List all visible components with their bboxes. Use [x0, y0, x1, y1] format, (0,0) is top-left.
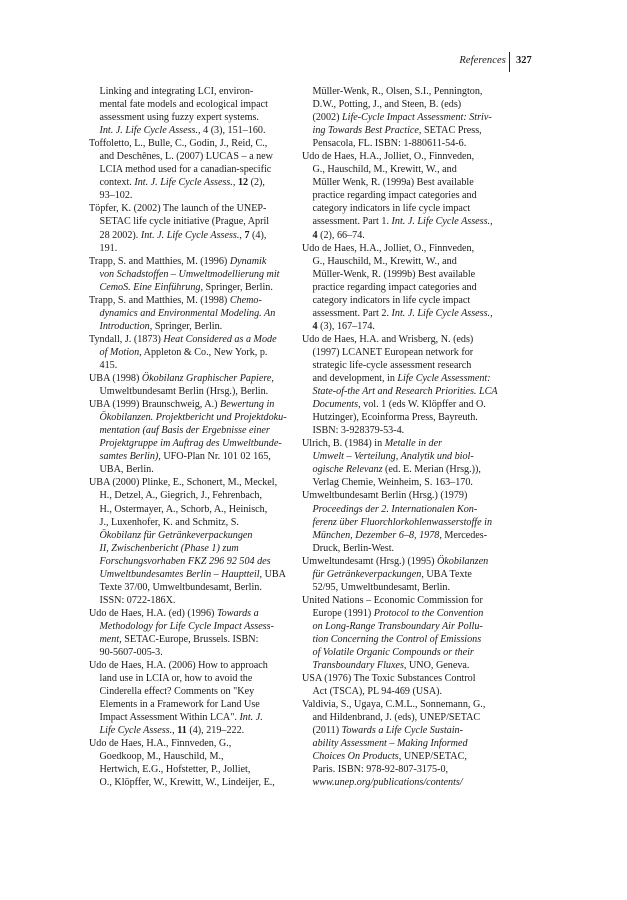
reference-line	[89, 568, 293, 581]
text-run: Toffoletto, L., Bulle, C., Godin, J., Reid, C.,	[89, 138, 268, 150]
text-run: , UNEP/SETAC,	[398, 751, 467, 763]
text-run: Udo de Haes, H.A., Finnveden, G.,	[89, 738, 232, 750]
text-run: Umweltbundesamtes Berlin – Hauptteil	[99, 568, 260, 580]
text-run: , UNO, Geneva.	[403, 660, 470, 672]
reference-line	[302, 685, 514, 698]
text-run: Valdivia, S., Ugaya, C.M.L., Sonnemann, G.,	[302, 699, 486, 711]
reference-line	[89, 711, 293, 724]
text-run: Act (TSCA), PL 94-469 (USA).	[312, 686, 443, 698]
reference-line	[302, 424, 514, 437]
text-run: Int. J. Life Cycle Assess.	[134, 177, 233, 189]
reference-line	[89, 607, 293, 620]
text-run: Ulrich, B. (1984) in	[302, 438, 385, 450]
text-run: Choices On Products	[312, 751, 399, 763]
header-divider	[509, 52, 510, 72]
text-run: Tyndall, J. (1873)	[89, 333, 164, 345]
reference-entry	[89, 737, 293, 789]
text-run: (2),	[248, 177, 265, 189]
text-run: Elements in a Framework for Land Use	[99, 699, 260, 711]
reference-line	[302, 229, 514, 242]
text-run: on Long-Range Transboundary Air Pollu-	[312, 620, 483, 632]
reference-entry	[89, 372, 293, 398]
reference-line	[302, 607, 514, 620]
reference-line	[302, 463, 514, 476]
text-run: Documents	[312, 399, 359, 411]
text-run: context.	[99, 177, 135, 189]
text-run: ISSN: 0722-186X.	[99, 594, 176, 606]
text-run: Trapp, S. and Matthies, M. (1998)	[89, 294, 230, 306]
text-run: Udo de Haes, H.A., Jolliet, O., Finnveden,	[302, 151, 475, 163]
reference-entry	[302, 242, 514, 333]
text-run: 7	[244, 229, 250, 241]
text-run: Umweltbundesamt Berlin (Hrsg.) (1979)	[302, 490, 468, 502]
reference-line	[89, 437, 293, 450]
reference-entry	[89, 202, 293, 254]
text-run: 52/95, Umweltbundesamt, Berlin.	[312, 581, 451, 593]
text-run: Udo de Haes, H.A. and Wrisberg, N. (eds)	[302, 333, 474, 345]
reference-line	[302, 346, 514, 359]
text-run: Life Cycle Assessment:	[397, 373, 491, 385]
text-run: and Deschênes, L. (2007) LUCAS – a new	[99, 151, 273, 163]
text-run: Umweltundesamt (Hrsg.) (1995)	[302, 555, 437, 567]
text-run: land use in LCIA or, how to avoid the	[99, 673, 253, 685]
text-run: and development, in	[312, 373, 398, 385]
text-run: Pensacola, FL. ISBN: 1-880611-54-6.	[312, 138, 467, 150]
text-run: , Springer, Berlin.	[200, 281, 273, 293]
text-run: , Mercedes-	[439, 529, 488, 541]
reference-line	[302, 150, 514, 163]
text-run: practice regarding impact categories and	[312, 281, 477, 293]
text-run: 191.	[99, 242, 118, 254]
text-run: Metalle in der	[384, 438, 443, 450]
text-run: , Springer, Berlin.	[149, 320, 223, 332]
reference-line	[89, 620, 293, 633]
reference-line	[302, 411, 514, 424]
text-run: practice regarding impact categories and	[312, 190, 477, 202]
text-run: United Nations – Economic Commission for	[302, 594, 483, 606]
text-run: Hertwich, E.G., Hofstetter, P., Jolliet,	[99, 764, 251, 776]
reference-line	[302, 594, 514, 607]
reference-line	[89, 176, 293, 189]
reference-line	[302, 516, 514, 529]
reference-line	[89, 242, 293, 255]
text-run: ,	[172, 725, 178, 737]
reference-line	[89, 85, 293, 98]
page-number: 327	[516, 55, 532, 66]
reference-line	[89, 724, 293, 737]
reference-line	[89, 581, 293, 594]
reference-line	[302, 385, 514, 398]
text-run: (3), 167–174.	[317, 320, 375, 332]
reference-line	[89, 776, 293, 789]
text-run: CemoS. Eine Einführung	[99, 281, 201, 293]
reference-line	[89, 542, 293, 555]
reference-entry	[302, 672, 514, 698]
reference-line	[89, 685, 293, 698]
text-run: Ökobilanzen. Projektbericht und Projektdoku-	[99, 412, 287, 424]
section-title: References	[459, 55, 506, 66]
text-run: 93–102.	[99, 190, 133, 202]
text-run: Udo de Haes, H.A. (2006) How to approach	[89, 660, 268, 672]
text-run: Müller-Wenk, R., Olsen, S.I., Pennington,	[312, 86, 483, 97]
reference-line	[89, 750, 293, 763]
text-run: (4),	[249, 229, 267, 241]
text-run: ,	[490, 216, 493, 228]
reference-line	[302, 737, 514, 750]
reference-entry	[89, 85, 293, 137]
text-run: Bewertung in	[220, 399, 275, 411]
reference-entry	[302, 698, 514, 789]
reference-entry	[302, 555, 514, 594]
reference-line	[302, 268, 514, 281]
text-run: ISBN: 3-928379-53-4.	[312, 425, 405, 437]
text-run: Umwelt – Verteilung, Analytik und biol-	[312, 451, 474, 463]
text-run: ment	[99, 633, 120, 645]
text-run: ing Towards Best Practice	[312, 125, 419, 137]
text-run: of Motion	[99, 346, 140, 358]
running-header	[0, 52, 627, 74]
text-run: and Hildenbrand, J. (eds), UNEP/SETAC	[312, 712, 481, 724]
reference-line	[302, 398, 514, 411]
text-run: UBA (2000) Plinke, E., Schonert, M., Meckel,	[89, 477, 278, 489]
reference-line	[302, 568, 514, 581]
text-run: Chemo-	[229, 294, 262, 306]
reference-line	[89, 385, 293, 398]
text-run: ,	[239, 229, 245, 241]
reference-line	[302, 163, 514, 176]
reference-line	[89, 763, 293, 776]
reference-line	[89, 281, 293, 294]
reference-line	[89, 163, 293, 176]
text-run: Towards a Life Cycle Sustain-	[341, 725, 463, 737]
text-run: ,	[490, 307, 493, 319]
text-run: of Volatile Organic Compounds or their	[312, 647, 474, 659]
reference-line	[302, 698, 514, 711]
text-run: dynamics and Environmental Modeling. An	[99, 307, 276, 319]
text-run: Proceedings der 2. Internationalen Kon-	[312, 503, 478, 515]
reference-line	[302, 542, 514, 555]
text-run: Int. J.	[239, 712, 263, 724]
text-run: (2002)	[312, 112, 343, 124]
text-run: 11	[177, 725, 187, 737]
text-run: Int. J. Life Cycle Assess.	[99, 125, 199, 137]
reference-line	[302, 489, 514, 502]
text-run: G., Hauschild, M., Krewitt, W., and	[312, 255, 457, 267]
reference-line	[302, 555, 514, 568]
reference-line	[89, 463, 293, 476]
text-run: Dynamik	[229, 255, 267, 267]
text-run: Introduction	[99, 320, 150, 332]
reference-line	[89, 672, 293, 685]
text-run: Umweltbundesamt Berlin (Hrsg.), Berlin.	[99, 386, 269, 398]
text-run: Ökobilanz Graphischer Papiere	[141, 373, 272, 385]
text-run: Töpfer, K. (2002) The launch of the UNEP-	[89, 203, 267, 215]
reference-entry	[89, 607, 293, 659]
reference-line	[89, 346, 293, 359]
reference-line	[89, 555, 293, 568]
text-run: Transboundary Fluxes	[312, 660, 404, 672]
reference-line	[302, 672, 514, 685]
reference-entry	[302, 150, 514, 241]
text-run: (1997) LCANET European network for	[312, 346, 474, 358]
text-run: ferenz über Fluorchlorkohlenwasserstoffe in	[312, 516, 493, 528]
reference-line	[89, 659, 293, 672]
text-run: (2), 66–74.	[317, 229, 365, 241]
text-run: D.W., Potting, J., and Steen, B. (eds)	[312, 99, 462, 111]
reference-line	[89, 424, 293, 437]
text-run: Linking and integrating LCI, environ-	[99, 86, 254, 97]
text-run: , UBA	[259, 568, 286, 580]
text-run: von Schadstoffen – Umweltmodellierung mit	[99, 268, 280, 280]
reference-line	[89, 450, 293, 463]
reference-line	[302, 620, 514, 633]
references-column-right	[302, 85, 514, 790]
reference-line	[89, 307, 293, 320]
reference-entry	[302, 437, 514, 489]
text-run: mentation (auf Basis der Ergebnisse einer	[99, 425, 270, 437]
reference-line	[302, 307, 514, 320]
reference-entry	[302, 85, 514, 150]
text-run: State-of-the Art and Research Priorities. LCA	[312, 386, 498, 398]
text-run: H., Ostermayer, A., Schorb, A., Heinisch,	[99, 503, 268, 515]
text-run: , Appleton & Co., New York, p.	[139, 346, 268, 358]
reference-line	[302, 137, 514, 150]
reference-line	[302, 633, 514, 646]
text-run: category indicators in life cycle impact	[312, 294, 471, 306]
text-run: samtes Berlin)	[99, 451, 159, 463]
reference-line	[89, 98, 293, 111]
text-run: ,	[232, 177, 238, 189]
reference-line	[302, 450, 514, 463]
reference-line	[89, 294, 293, 307]
text-run: , 4 (3), 151–160.	[198, 125, 266, 137]
text-run: Müller Wenk, R. (1999a) Best available	[312, 177, 474, 189]
text-run: , vol. 1 (eds W. Klöpffer and O.	[358, 399, 486, 411]
reference-line	[302, 776, 514, 789]
text-run: 12	[237, 177, 249, 189]
reference-line	[89, 255, 293, 268]
text-run: category indicators in life cycle impact	[312, 203, 471, 215]
text-run: Trapp, S. and Matthies, M. (1996)	[89, 255, 230, 267]
reference-line	[89, 111, 293, 124]
text-run: Ökobilanz für Getränkeverpackungen	[99, 529, 253, 541]
text-run: assessment. Part 1.	[312, 216, 392, 228]
reference-line	[302, 124, 514, 137]
text-run: , SETAC-Europe, Brussels. ISBN:	[119, 633, 259, 645]
reference-line	[89, 503, 293, 516]
reference-line	[89, 476, 293, 489]
reference-entry	[89, 333, 293, 372]
text-run: O., Klöpffer, W., Krewitt, W., Lindeijer, E.,	[99, 777, 275, 789]
reference-line	[89, 189, 293, 202]
reference-line	[89, 698, 293, 711]
reference-line	[89, 646, 293, 659]
reference-line	[302, 724, 514, 737]
reference-line	[89, 137, 293, 150]
reference-line	[302, 359, 514, 372]
text-run: Udo de Haes, H.A., Jolliet, O., Finnveden,	[302, 242, 475, 254]
text-run: mental fate models and ecological impact	[99, 99, 268, 111]
text-run: 415.	[99, 359, 118, 371]
text-run: Towards a	[216, 607, 259, 619]
text-run: , UFO-Plan Nr. 101 02 165,	[158, 451, 271, 463]
text-run: H., Detzel, A., Giegrich, J., Fehrenbach,	[99, 490, 263, 502]
text-run: ,	[271, 373, 274, 385]
text-run: www.unep.org/publications/contents/	[312, 777, 463, 789]
text-run: Udo de Haes, H.A. (ed) (1996)	[89, 607, 217, 619]
reference-line	[302, 320, 514, 333]
reference-line	[302, 202, 514, 215]
text-run: (ed. E. Merian (Hrsg.)),	[382, 464, 481, 476]
text-run: SETAC life cycle initiative (Prague, April	[99, 216, 270, 228]
text-run: assessment. Part 2.	[312, 307, 392, 319]
text-run: , UBA Texte	[421, 568, 472, 580]
reference-line	[302, 98, 514, 111]
reference-entry	[89, 137, 293, 202]
text-run: Impact Assessment Within LCA".	[99, 712, 240, 724]
reference-line	[302, 503, 514, 516]
reference-line	[89, 359, 293, 372]
text-run: Texte 37/00, Umweltbundesamt, Berlin.	[99, 581, 262, 593]
text-run: Heat Considered as a Mode	[163, 333, 277, 345]
text-run: strategic life-cycle assessment research	[312, 359, 472, 371]
text-run: ability Assessment – Making Informed	[312, 738, 468, 750]
text-run: 4	[312, 229, 318, 241]
text-run: II, Zwischenbericht (Phase 1) zum	[99, 542, 239, 554]
reference-line	[302, 646, 514, 659]
text-run: USA (1976) The Toxic Substances Control	[302, 673, 476, 685]
text-run: J., Luxenhofer, K. and Schmitz, S.	[99, 516, 239, 528]
text-run: ogische Relevanz	[312, 464, 383, 476]
reference-line	[302, 176, 514, 189]
reference-line	[89, 372, 293, 385]
reference-line	[302, 111, 514, 124]
reference-line	[302, 294, 514, 307]
text-run: Methodology for Life Cycle Impact Assess-	[99, 620, 274, 632]
text-run: Goedkoop, M., Hauschild, M.,	[99, 751, 224, 763]
text-run: (2011)	[312, 725, 342, 737]
text-run: UBA, Berlin.	[99, 464, 154, 476]
text-run: (4), 219–222.	[186, 725, 245, 737]
reference-line	[302, 437, 514, 450]
text-run: UBA (1998)	[89, 373, 142, 385]
text-run: für Getränkeverpackungen	[312, 568, 422, 580]
reference-line	[302, 255, 514, 268]
reference-line	[302, 659, 514, 672]
reference-line	[89, 633, 293, 646]
reference-line	[89, 215, 293, 228]
reference-line	[89, 229, 293, 242]
reference-line	[89, 124, 293, 137]
text-run: München, Dezember 6–8, 1978	[312, 529, 440, 541]
text-run: G., Hauschild, M., Krewitt, W., and	[312, 164, 457, 176]
text-run: Int. J. Life Cycle Assess.	[391, 307, 491, 319]
text-run: 4	[312, 320, 318, 332]
reference-line	[302, 763, 514, 776]
text-run: 90-5607-005-3.	[99, 647, 163, 659]
reference-line	[89, 489, 293, 502]
text-run: tion Concerning the Control of Emissions	[312, 633, 482, 645]
text-run: Forschungsvorhaben FKZ 296 92 504 des	[99, 555, 271, 567]
reference-entry	[302, 594, 514, 672]
text-run: Verlag Chemie, Weinheim, S. 163–170.	[312, 477, 473, 489]
text-run: Life-Cycle Impact Assessment: Striv-	[342, 112, 492, 124]
reference-entry	[302, 489, 514, 554]
text-run: Paris. ISBN: 978-92-807-3175-0,	[312, 764, 449, 776]
text-run: Protocol to the Convention	[373, 607, 484, 619]
reference-entry	[89, 476, 293, 606]
reference-line	[302, 476, 514, 489]
reference-line	[302, 281, 514, 294]
reference-line	[302, 529, 514, 542]
reference-line	[89, 737, 293, 750]
reference-line	[302, 711, 514, 724]
text-run: LCIA method used for a canadian-specific	[99, 164, 272, 176]
text-run: Life Cycle Assess.	[99, 725, 173, 737]
reference-line	[89, 150, 293, 163]
reference-line	[302, 85, 514, 98]
text-run: Int. J. Life Cycle Assess.	[391, 216, 491, 228]
reference-line	[302, 372, 514, 385]
reference-line	[89, 202, 293, 215]
text-run: Müller-Wenk, R. (1999b) Best available	[312, 268, 476, 280]
text-run: UBA (1999) Braunschweig, A.)	[89, 399, 221, 411]
text-run: Europe (1991)	[312, 607, 374, 619]
references-column-left	[89, 85, 293, 790]
reference-entry	[89, 255, 293, 294]
reference-line	[89, 529, 293, 542]
text-run: Projektgruppe im Auftrag des Umweltbunde-	[99, 438, 282, 450]
reference-line	[302, 215, 514, 228]
text-run: Hutzinger), Ecoinforma Press, Bayreuth.	[312, 412, 478, 424]
text-run: Cinderella effect? Comments on "Key	[99, 686, 255, 698]
reference-line	[89, 333, 293, 346]
reference-line	[89, 516, 293, 529]
text-run: 28 2002).	[99, 229, 141, 241]
text-run: Druck, Berlin-West.	[312, 542, 395, 554]
reference-line	[89, 594, 293, 607]
reference-line	[89, 320, 293, 333]
text-run: assessment using fuzzy expert systems.	[99, 112, 259, 124]
reference-entry	[89, 294, 293, 333]
reference-line	[89, 411, 293, 424]
reference-entry	[89, 659, 293, 737]
text-run: Int. J. Life Cycle Assess.	[140, 229, 240, 241]
reference-line	[302, 581, 514, 594]
reference-entry	[89, 398, 293, 476]
reference-line	[302, 333, 514, 346]
reference-line	[89, 398, 293, 411]
reference-line	[302, 242, 514, 255]
text-run: Ökobilanzen	[436, 555, 489, 567]
reference-line	[89, 268, 293, 281]
reference-line	[302, 750, 514, 763]
reference-entry	[302, 333, 514, 437]
reference-line	[302, 189, 514, 202]
text-run: , SETAC Press,	[418, 125, 482, 137]
